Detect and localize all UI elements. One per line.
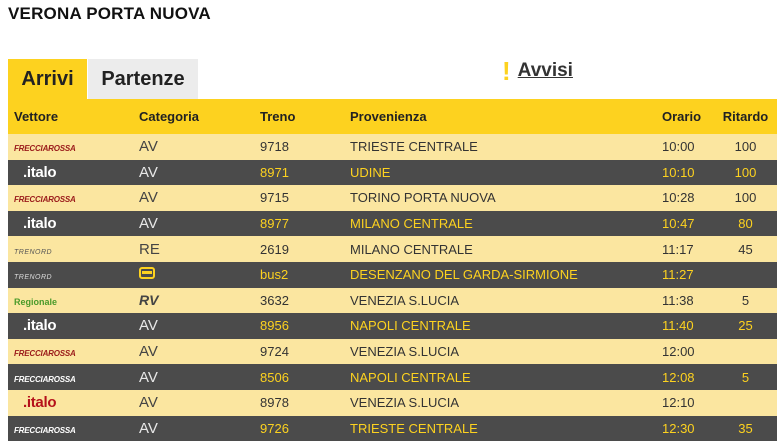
train-number: 8956 xyxy=(260,318,289,334)
delay-minutes: 100 xyxy=(734,190,757,206)
table-row xyxy=(8,134,777,160)
train-category xyxy=(139,288,260,314)
frecciarossa-logo: FRECCIAROSSA xyxy=(14,195,76,205)
table-row xyxy=(8,211,777,237)
train-category xyxy=(139,134,260,160)
origin-station: VENEZIA S.LUCIA xyxy=(350,344,460,360)
trenord-logo: TRENORD xyxy=(14,248,53,256)
carrier-logo xyxy=(8,262,139,288)
delay-minutes: 5 xyxy=(741,369,750,385)
origin-station: VENEZIA S.LUCIA xyxy=(350,292,460,308)
train-category xyxy=(139,390,260,416)
category-label: AV xyxy=(139,394,158,412)
category-label: AV xyxy=(139,368,158,386)
train-number: 9715 xyxy=(260,190,289,206)
arrival-time: 11:38 xyxy=(662,292,694,308)
arrival-time: 11:27 xyxy=(662,267,694,283)
carrier-logo xyxy=(8,185,139,211)
station-title: VERONA PORTA NUOVA xyxy=(8,4,211,23)
arrival-time: 12:30 xyxy=(662,420,695,436)
arrivals-table xyxy=(8,99,777,441)
delay-minutes xyxy=(714,339,777,365)
origin-station: UDINE xyxy=(350,164,391,180)
category-label: AV xyxy=(139,215,158,233)
italo-logo: .italo xyxy=(23,394,57,412)
train-category xyxy=(139,416,260,441)
table-row xyxy=(8,416,777,441)
arrival-time: 12:10 xyxy=(662,395,695,411)
origin-station: MILANO CENTRALE xyxy=(350,216,473,232)
train-number: 8971 xyxy=(260,164,289,180)
train-number: 9718 xyxy=(260,139,289,155)
train-category xyxy=(139,339,260,365)
train-number: 3632 xyxy=(260,292,289,308)
regionale-logo: Regionale xyxy=(14,296,58,307)
arrival-time: 12:00 xyxy=(662,344,695,360)
header-vettore: Vettore xyxy=(14,109,59,124)
carrier-logo xyxy=(8,288,139,314)
origin-station: VENEZIA S.LUCIA xyxy=(350,395,460,411)
table-row xyxy=(8,288,777,314)
category-label: AV xyxy=(139,138,158,156)
train-number: 8506 xyxy=(260,369,289,385)
italo-logo: .italo xyxy=(23,215,57,233)
carrier-logo xyxy=(8,313,139,339)
exclamation-icon: ! xyxy=(502,56,511,86)
delay-minutes: 25 xyxy=(738,318,753,334)
arrival-time: 10:00 xyxy=(662,139,695,155)
carrier-logo xyxy=(8,160,139,186)
delay-minutes: 35 xyxy=(738,420,753,436)
delay-minutes: 100 xyxy=(734,139,757,155)
delay-minutes: 45 xyxy=(738,241,753,257)
carrier-logo xyxy=(8,236,139,262)
frecciarossa-logo: FRECCIAROSSA xyxy=(14,425,76,435)
table-header-row xyxy=(8,99,777,134)
delay-minutes: 80 xyxy=(738,216,753,232)
train-category xyxy=(139,262,260,288)
carrier-logo xyxy=(8,211,139,237)
delay-minutes xyxy=(714,262,777,288)
train-category xyxy=(139,236,260,262)
train-category xyxy=(139,211,260,237)
table-row xyxy=(8,185,777,211)
carrier-logo xyxy=(8,339,139,365)
arrival-time: 11:40 xyxy=(662,318,694,334)
trenord-logo: TRENORD xyxy=(14,274,53,282)
header-treno: Treno xyxy=(260,109,296,124)
train-number: 8978 xyxy=(260,395,289,411)
train-number: 8977 xyxy=(260,216,289,232)
header-orario: Orario xyxy=(662,109,702,124)
tab-partenze[interactable]: Partenze xyxy=(88,59,198,99)
origin-station: MILANO CENTRALE xyxy=(350,241,473,257)
table-row xyxy=(8,236,777,262)
table-row xyxy=(8,262,777,288)
table-row xyxy=(8,339,777,365)
origin-station: TRIESTE CENTRALE xyxy=(350,139,478,155)
table-row xyxy=(8,364,777,390)
train-category xyxy=(139,160,260,186)
delay-minutes xyxy=(714,390,777,416)
carrier-logo xyxy=(8,134,139,160)
arrival-time: 11:17 xyxy=(662,241,694,257)
origin-station: TRIESTE CENTRALE xyxy=(350,420,478,436)
avvisi-link[interactable] xyxy=(502,58,573,84)
category-label: AV xyxy=(139,317,158,335)
table-row xyxy=(8,313,777,339)
train-category xyxy=(139,185,260,211)
arrival-time: 12:08 xyxy=(662,369,695,385)
carrier-logo xyxy=(8,364,139,390)
train-number: bus2 xyxy=(260,267,289,283)
table-row xyxy=(8,390,777,416)
category-label: AV xyxy=(139,163,158,181)
italo-logo: .italo xyxy=(23,163,57,181)
avvisi-label: Avvisi xyxy=(517,60,573,81)
italo-logo: .italo xyxy=(23,317,57,335)
arrival-time: 10:47 xyxy=(662,216,695,232)
category-label: AV xyxy=(139,189,158,207)
delay-minutes: 5 xyxy=(741,292,750,308)
category-label: AV xyxy=(139,343,158,361)
category-label: RE xyxy=(139,240,160,258)
arrival-time: 10:10 xyxy=(662,164,695,180)
bus-icon xyxy=(139,267,155,279)
frecciarossa-logo: FRECCIAROSSA xyxy=(14,349,76,359)
arrival-time: 10:28 xyxy=(662,190,695,206)
delay-minutes: 100 xyxy=(734,164,757,180)
train-category xyxy=(139,364,260,390)
train-number: 9726 xyxy=(260,420,289,436)
category-label: RV xyxy=(139,291,159,308)
table-row xyxy=(8,160,777,186)
header-ritardo: Ritardo xyxy=(722,109,769,124)
origin-station: NAPOLI CENTRALE xyxy=(350,318,471,334)
train-number: 9724 xyxy=(260,344,289,360)
tab-arrivi[interactable]: Arrivi xyxy=(8,59,87,99)
frecciarossa-logo: FRECCIAROSSA xyxy=(14,374,76,384)
header-categoria: Categoria xyxy=(139,109,199,124)
carrier-logo xyxy=(8,390,139,416)
origin-station: DESENZANO DEL GARDA-SIRMIONE xyxy=(350,267,578,283)
frecciarossa-logo: FRECCIAROSSA xyxy=(14,144,76,154)
origin-station: NAPOLI CENTRALE xyxy=(350,369,471,385)
category-label: AV xyxy=(139,419,158,437)
train-category xyxy=(139,313,260,339)
origin-station: TORINO PORTA NUOVA xyxy=(350,190,496,206)
carrier-logo xyxy=(8,416,139,441)
train-number: 2619 xyxy=(260,241,289,257)
header-provenienza: Provenienza xyxy=(350,109,427,124)
